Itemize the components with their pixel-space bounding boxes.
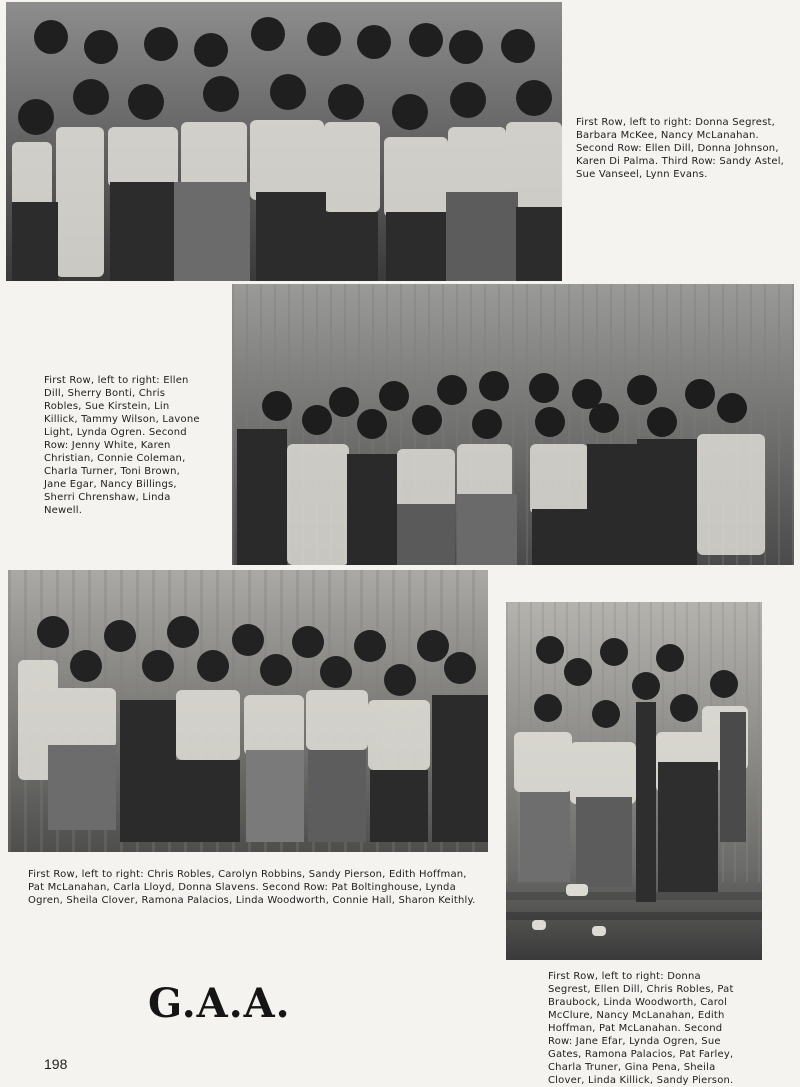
photo-3-caption: First Row, left to right: Chris Robles, Carolyn Robbins, Sandy Pierson, Edith Hoffman, Pat McLanahan, Carla Lloyd, Donna Slavens. Second Row: Pat Boltinghouse, Lynda Ogren, Sheila Clover, Ramona Palacios, Linda Woodworth, Connie Hall, Sharon Keithly. bbox=[28, 869, 476, 906]
group-photo-4-image bbox=[506, 602, 762, 960]
group-photo-1 bbox=[6, 2, 562, 281]
page-number: 198 bbox=[44, 1056, 68, 1072]
photo-4-caption: First Row, left to right: Donna Segrest, Ellen Dill, Chris Robles, Pat Braubock, Linda Woodworth, Carol McClure, Nancy McLanahan, Edith Hoffman, Pat McLanahan. Second Row: Jane Efar, Lynda Ogren, Sue Gates, Ramona Palacios, Pat Farley, Charla Truner, Gina Pena, Sheila Clover, Linda Killick, Sandy Pierson. bbox=[548, 971, 734, 1086]
group-photo-3-image bbox=[8, 570, 488, 852]
photo-2-caption: First Row, left to right: Ellen Dill, Sherry Bonti, Chris Robles, Sue Kirstein, Lin Killick, Tammy Wilson, Lavone Light, Lynda Ogren. Second Row: Jenny White, Karen Christian, Connie Coleman, Charla Turner, Toni Brown, Jane Egar, Nancy Billings, Sherri Chrenshaw, Linda Newell. bbox=[44, 375, 200, 516]
group-photo-1-image bbox=[6, 2, 562, 281]
group-photo-2-image bbox=[232, 284, 794, 565]
group-photo-3 bbox=[8, 570, 488, 852]
page-title: G.A.A. bbox=[148, 980, 291, 1027]
group-photo-2 bbox=[232, 284, 794, 565]
photo-1-caption: First Row, left to right: Donna Segrest, Barbara McKee, Nancy McLanahan. Second Row: Ellen Dill, Donna Johnson, Karen Di Palma. Third Row: Sandy Astel, Sue Vanseel, Lynn Evans. bbox=[576, 117, 785, 180]
group-photo-4 bbox=[506, 602, 762, 960]
